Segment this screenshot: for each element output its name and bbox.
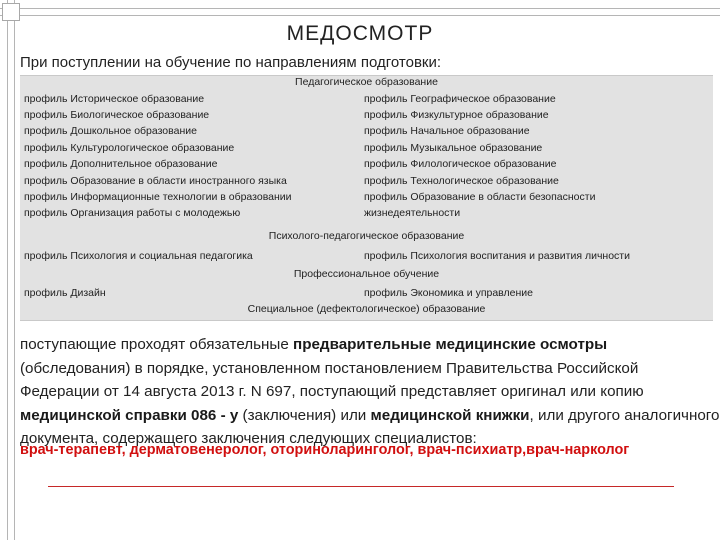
table-cell: профиль Экономика и управление bbox=[364, 287, 533, 299]
section-header-professional: Профессиональное обучение bbox=[293, 268, 440, 280]
body-paragraph bbox=[20, 333, 720, 451]
body-bold-medical-exams: предварительные медицинские осмотры bbox=[293, 336, 608, 353]
table-cell: профиль Организация работы с молодежью bbox=[24, 207, 241, 219]
table-cell: профиль Образование в области безопасности bbox=[364, 191, 596, 203]
table-cell: профиль Технологическое образование bbox=[364, 175, 559, 187]
table-cell: профиль Физкультурное образование bbox=[364, 109, 549, 121]
table-cell: профиль Начальное образование bbox=[364, 125, 530, 137]
table-cell: профиль Образование в области иностранного языка bbox=[24, 175, 287, 187]
table-cell: профиль Дополнительное образование bbox=[24, 158, 218, 170]
table-cell: профиль Географическое образование bbox=[364, 93, 556, 105]
decorative-frame-vertical bbox=[7, 0, 15, 540]
table-cell: жизнедеятельности bbox=[364, 207, 461, 219]
table-cell: профиль Музыкальное образование bbox=[364, 142, 543, 154]
body-bold-certificate: медицинской справки 086 - у bbox=[20, 406, 239, 424]
decorative-frame-horizontal bbox=[0, 8, 720, 16]
body-bold-medical-book: медицинской книжки bbox=[370, 406, 530, 424]
table-cell: профиль Филологическое образование bbox=[364, 158, 557, 170]
bottom-divider bbox=[48, 486, 674, 487]
table-cell: профиль Культурологическое образование bbox=[24, 142, 235, 154]
section-header-psych-ped: Психолого-педагогическое образование bbox=[268, 230, 465, 242]
page-subtitle: При поступлении на обучение по направлениям подготовки: bbox=[20, 54, 442, 71]
body-text-part: поступающие проходят обязательные bbox=[20, 336, 294, 353]
table-cell: профиль Дизайн bbox=[24, 287, 106, 299]
page-title: МЕДОСМОТР bbox=[286, 22, 434, 45]
body-text-part: , или другого аналогичного документа, содержащего заключения следующих специалистов: bbox=[20, 406, 720, 447]
section-header-special: Специальное (дефектологическое) образование bbox=[247, 303, 486, 315]
table-cell: профиль Психология воспитания и развития личности bbox=[364, 250, 630, 262]
body-text-part: (заключения) или bbox=[238, 406, 371, 424]
table-cell: профиль Психология и социальная педагогика bbox=[24, 250, 253, 262]
specialists-list: врач-терапевт, дерматовенеролог, оториноларинголог, врач-психиатр,врач-нарколог bbox=[20, 442, 630, 458]
table-cell: профиль Историческое образование bbox=[24, 93, 205, 105]
decorative-frame-corner bbox=[2, 3, 20, 21]
table-cell: профиль Информационные технологии в образовании bbox=[24, 191, 292, 203]
table-cell: профиль Биологическое образование bbox=[24, 109, 210, 121]
section-header-pedagogical: Педагогическое образование bbox=[295, 76, 438, 88]
table-cell: профиль Дошкольное образование bbox=[24, 125, 197, 137]
body-text-part: (обследования) в порядке, установленном постановлением Правительства Российской Федерации от 14 августа 2013 г. N 697, поступающий представляет оригинал или копию bbox=[20, 359, 644, 400]
